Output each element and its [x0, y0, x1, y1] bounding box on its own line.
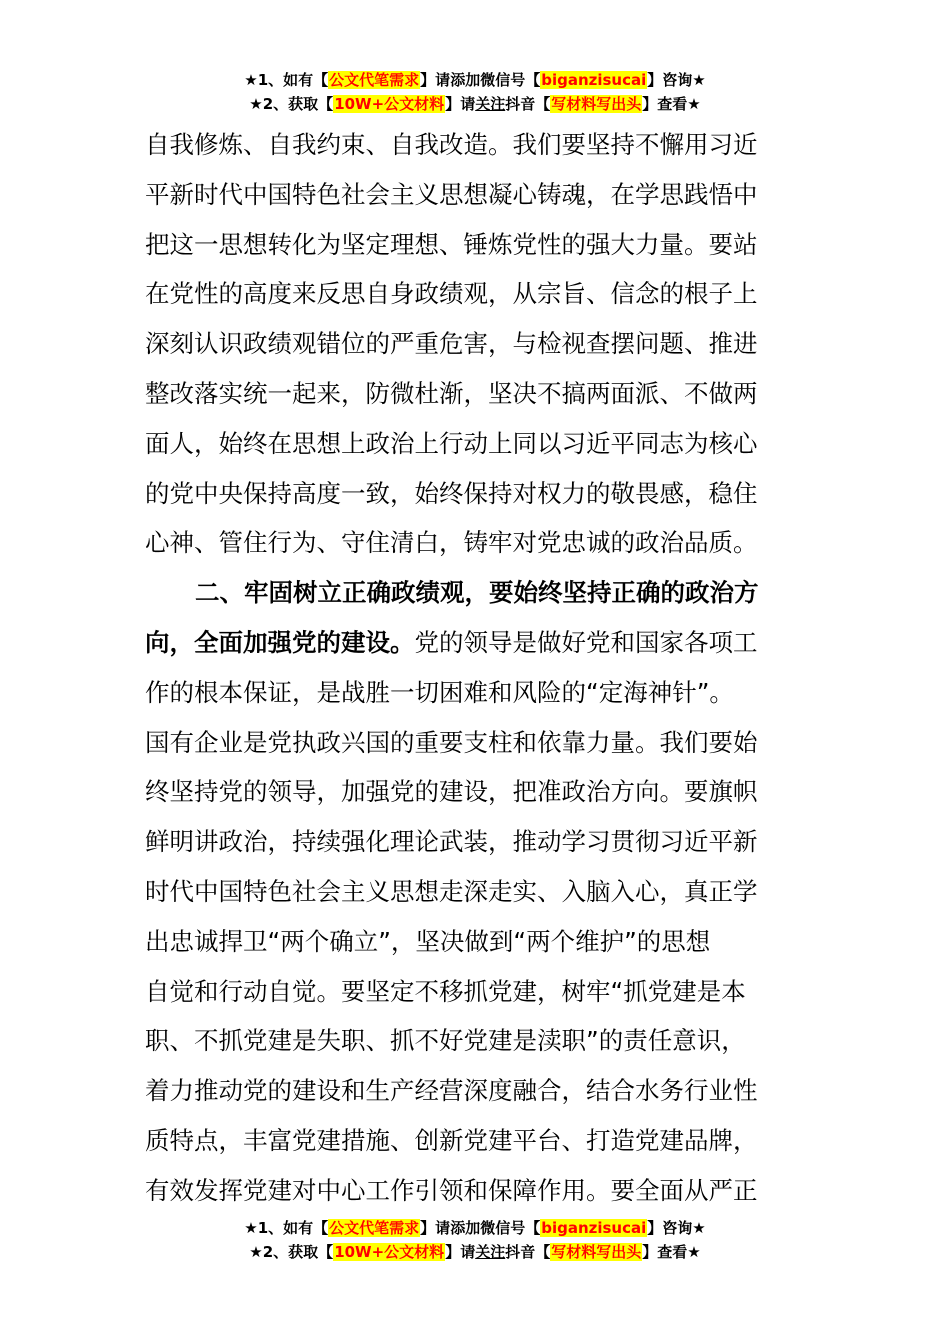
- banner-text: 】咨询★: [647, 71, 706, 89]
- banner-text: 】请: [420, 1219, 451, 1237]
- body-line: 自我修炼、自我约束、自我改造。我们要坚持不懈用习近: [145, 130, 758, 159]
- banner-text: ★2、获取【: [249, 1243, 334, 1261]
- banner-highlight: 10W+公文材料: [334, 1243, 445, 1261]
- banner-text: ★1、如有【: [244, 71, 329, 89]
- body-line: 心神、管住行为、守住清白，铸牢对党忠诚的政治品质。: [145, 528, 758, 558]
- banner-highlight: 写材料写出头: [551, 95, 642, 113]
- body-line: 时代中国特色社会主义思想走深走实、入脑入心，真正学: [145, 876, 758, 906]
- banner-text: 微信号【: [480, 1219, 541, 1237]
- banner-highlight: 公文代笔需求: [329, 71, 420, 89]
- banner-highlight: 公文代笔需求: [329, 1219, 420, 1237]
- banner-line-1: [0, 68, 950, 92]
- body-line: 平新时代中国特色社会主义思想凝心铸魂，在学思践悟中: [145, 179, 758, 209]
- body-line: 面人，始终在思想上政治上行动上同以习近平同志为核心: [145, 428, 758, 458]
- banner-text: ★1、如有【: [244, 1219, 329, 1237]
- body-line: 自觉和行动自觉。要坚定不移抓党建，树牢“抓党建是本: [145, 976, 746, 1006]
- body-line: 鲜明讲政治，持续强化理论武装，推动学习贯彻习近平新: [145, 827, 758, 857]
- banner-text: 】咨询★: [647, 1219, 706, 1237]
- banner-text: ★2、获取【: [249, 95, 334, 113]
- header-banner: [0, 68, 950, 116]
- banner-emphasis: 添加: [450, 71, 481, 89]
- body-line: 终坚持党的领导，加强党的建设，把准政治方向。要旗帜: [145, 777, 758, 807]
- banner-line-1: [0, 1216, 950, 1240]
- banner-text: 微信号【: [480, 71, 541, 89]
- body-line: 国有企业是党执政兴国的重要支柱和依靠力量。我们要始: [145, 727, 758, 757]
- body-line: 作的根本保证，是战胜一切困难和风险的“定海神针”。: [145, 677, 734, 707]
- section-heading-end: 向，全面加强党的建设。: [145, 627, 415, 657]
- body-line: 的党中央保持高度一致，始终保持对权力的敬畏感，稳住: [145, 478, 758, 508]
- heading-continuation: [145, 618, 809, 668]
- banner-text: 】查看★: [642, 95, 701, 113]
- banner-text: 】请: [445, 1243, 476, 1261]
- banner-text: 】查看★: [642, 1243, 701, 1261]
- banner-emphasis: 关注: [475, 95, 506, 113]
- banner-highlight: biganzisucai: [541, 1219, 647, 1237]
- banner-line-2: [0, 92, 950, 116]
- body-line: 把这一思想转化为坚定理想、锤炼党性的强大力量。要站: [145, 229, 758, 259]
- banner-emphasis: 添加: [450, 1219, 481, 1237]
- banner-text: 】请: [420, 71, 451, 89]
- body-line: 质特点，丰富党建措施、创新党建平台、打造党建品牌，: [145, 1125, 758, 1155]
- footer-banner: [0, 1216, 950, 1264]
- banner-highlight: 写材料写出头: [551, 1243, 642, 1261]
- body-line: 着力推动党的建设和生产经营深度融合，结合水务行业性: [145, 1076, 758, 1106]
- body-line: 在党性的高度来反思自身政绩观，从宗旨、信念的根子上: [145, 279, 758, 309]
- banner-text: 抖音【: [505, 95, 551, 113]
- banner-highlight: biganzisucai: [541, 71, 647, 89]
- body-line: 职、不抓党建是失职、抓不好党建是渎职”的责任意识，: [145, 1026, 746, 1056]
- banner-highlight: 10W+公文材料: [334, 95, 445, 113]
- body-line: 出忠诚捍卫“两个确立”，坚决做到“两个维护”的思想: [145, 926, 711, 956]
- body-line: 整改落实统一起来，防微杜渐，坚决不搞两面派、不做两: [145, 378, 758, 408]
- body-line: 有效发挥党建对中心工作引领和保障作用。要全面从严正: [145, 1175, 758, 1205]
- section-heading: 二、牢固树立正确政绩观，要始终坚持正确的政治方: [195, 578, 759, 608]
- banner-emphasis: 关注: [475, 1243, 506, 1261]
- body-line: 深刻认识政绩观错位的严重危害，与检视查摆问题、推进: [145, 329, 758, 359]
- banner-text: 】请: [445, 95, 476, 113]
- body-text: 党的领导是做好党和国家各项工: [414, 627, 758, 657]
- banner-text: 抖音【: [505, 1243, 551, 1261]
- document-body: [145, 120, 809, 1216]
- banner-line-2: [0, 1240, 950, 1264]
